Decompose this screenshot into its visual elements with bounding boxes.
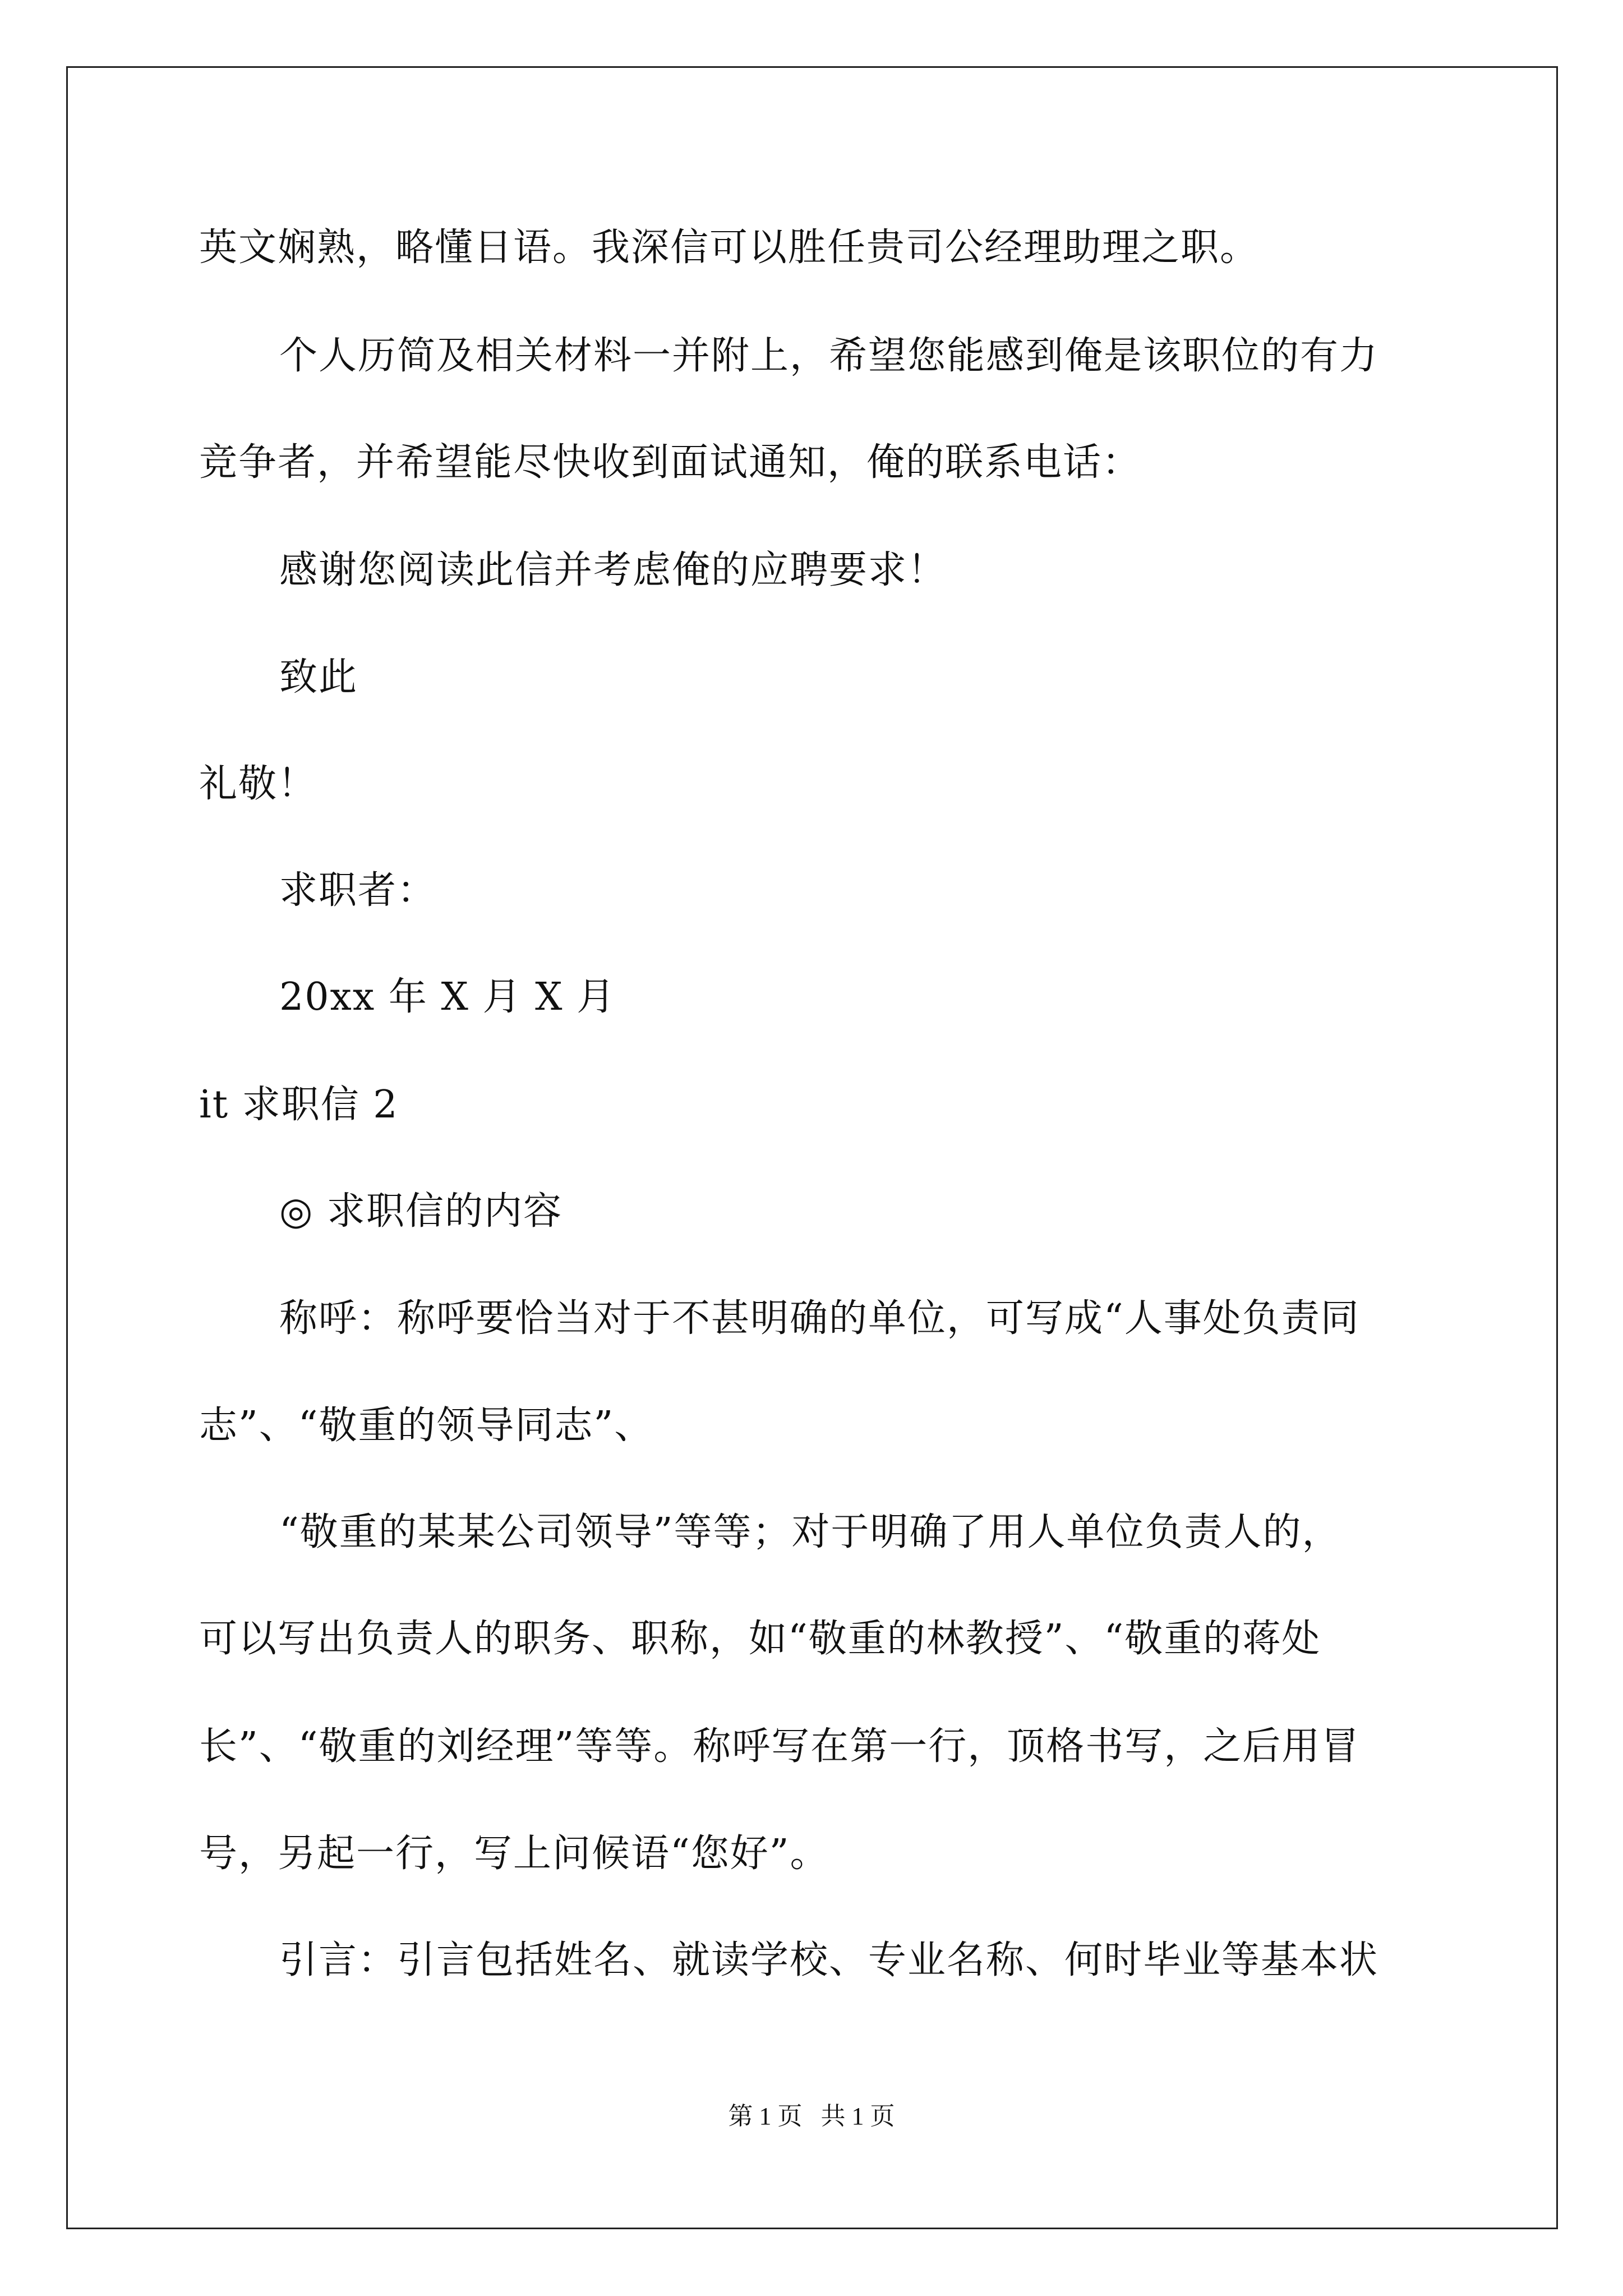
paragraph-line: 长”、“敬重的刘经理”等等。称呼写在第一行，顶格书写，之后用冒 (199, 1724, 1361, 1769)
paragraph-line: 志”、“敬重的领导同志”、 (199, 1404, 654, 1448)
paragraph-line: 号，另起一行，写上问候语“您好”。 (199, 1832, 829, 1876)
paragraph-line: 感谢您阅读此信并考虑俺的应聘要求！ (279, 548, 947, 592)
date-line: 20xx 年 X 月 X 月 (279, 975, 616, 1019)
page-footer: 第 1 页 共 1 页 (728, 2102, 895, 2130)
paragraph-line: 英文娴熟，略懂日语。我深信可以胜任贵司公经理助理之职。 (199, 226, 1260, 270)
page-border (66, 66, 1558, 2229)
paragraph-line: 称呼：称呼要恰当对于不甚明确的单位，可写成“人事处负责同 (279, 1296, 1360, 1341)
paragraph-line: 个人历简及相关材料一并附上，希望您能感到俺是该职位的有力 (279, 334, 1379, 378)
paragraph-line: “敬重的某某公司领导”等等；对于明确了用人单位负责人的， (279, 1510, 1341, 1554)
paragraph-line: 引言：引言包括姓名、就读学校、专业名称、何时毕业等基本状 (279, 1938, 1379, 1982)
closing-salutation: 礼敬！ (199, 762, 317, 806)
section-heading: ◎ 求职信的内容 (279, 1189, 562, 1234)
signature-line: 求职者： (279, 868, 437, 913)
paragraph-line: 竞争者，并希望能尽快收到面试通知，俺的联系电话： (199, 440, 1142, 485)
paragraph-line: 可以写出负责人的职务、职称，如“敬重的林教授”、“敬重的蒋处 (199, 1617, 1321, 1661)
section-title: it 求职信 2 (199, 1083, 399, 1127)
closing-salutation: 致此 (279, 655, 358, 700)
